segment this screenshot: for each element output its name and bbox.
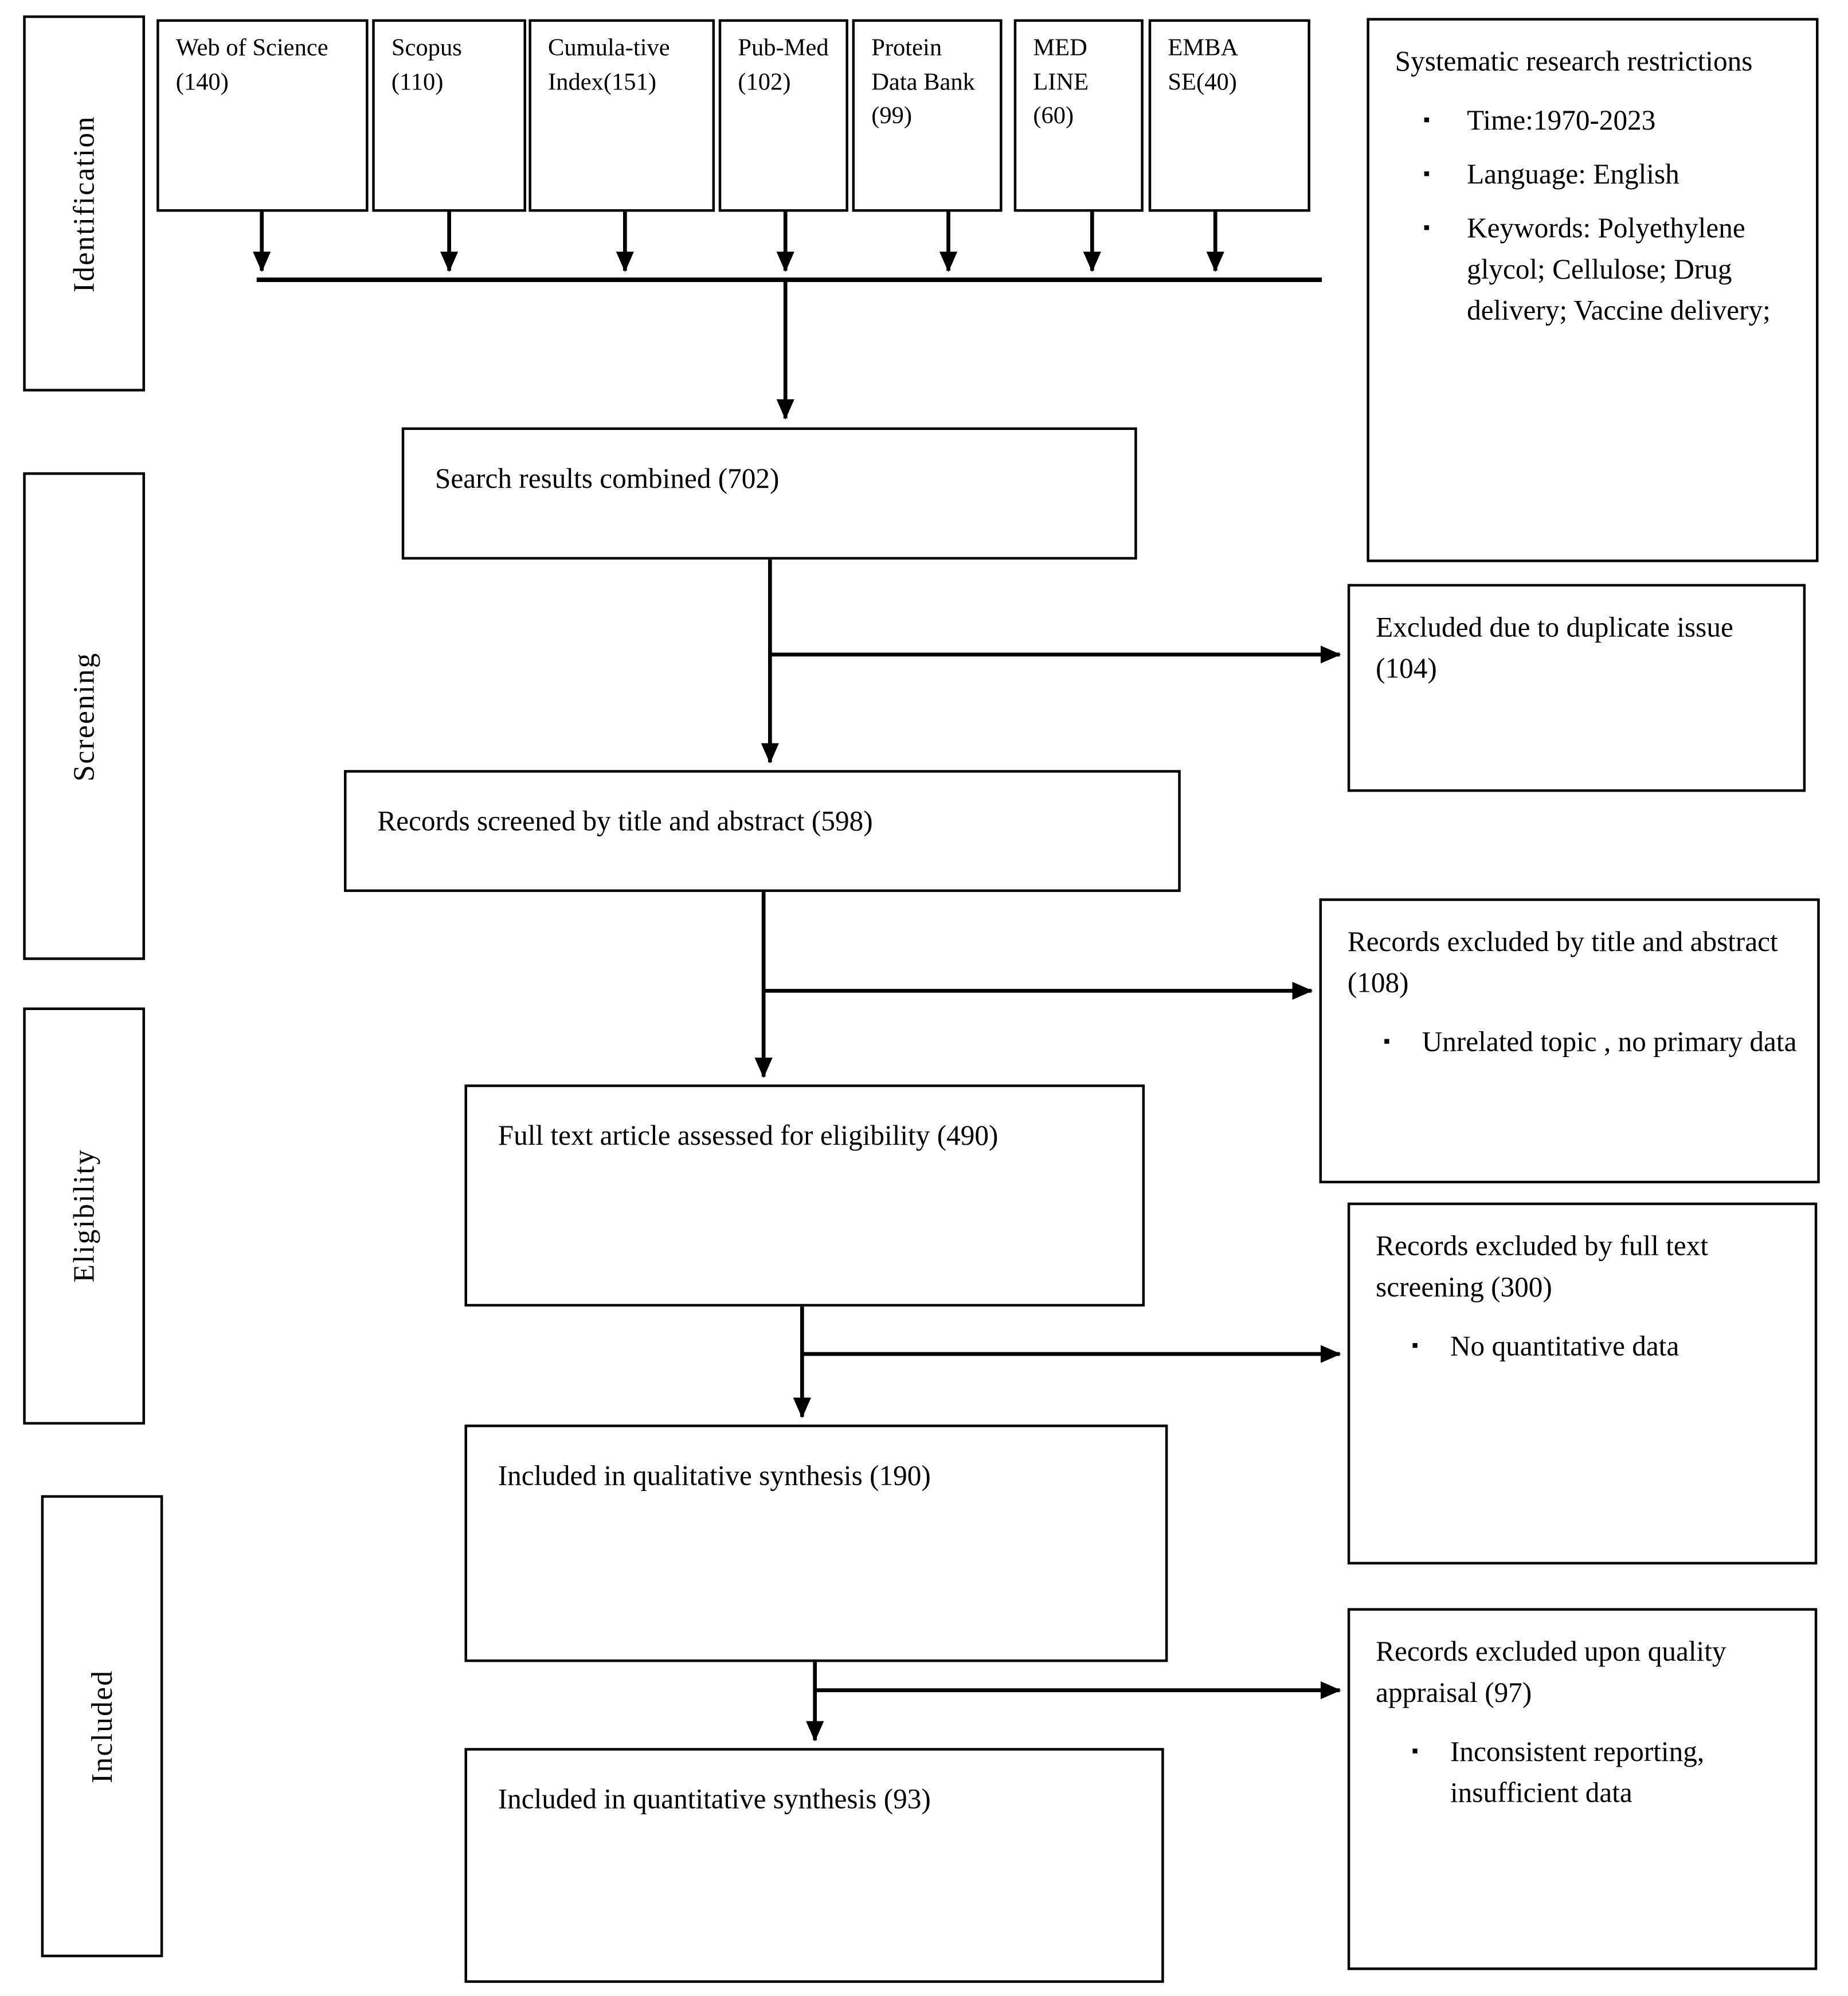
flow-box-search-results-combined	[402, 428, 1137, 560]
source-label: EMBA SE(40)	[1168, 34, 1237, 96]
stage-label: Included	[85, 1669, 118, 1783]
restriction-text: Keywords: Polyethylene glycol; Cellulose; Drug delivery; Vaccine delivery;	[1467, 212, 1771, 326]
flow-label: Search results combined (702)	[434, 462, 780, 494]
restrictions-box	[1367, 18, 1818, 562]
stage-label: Eligibility	[67, 1149, 100, 1283]
restriction-text: Language: English	[1467, 158, 1679, 190]
restrictions-list	[1395, 100, 1796, 330]
stage-included	[41, 1495, 163, 1957]
flow-label: Records screened by title and abstract (598)	[377, 804, 873, 837]
source-label: Scopus (110)	[391, 34, 462, 96]
exclusion-title: Records excluded by title and abstract (108)	[1347, 925, 1778, 999]
source-box-cumulative-index	[528, 19, 715, 212]
restriction-text: Time:1970-2023	[1467, 104, 1656, 136]
restriction-item	[1395, 100, 1796, 141]
flow-box-qualitative-synthesis	[464, 1424, 1168, 1662]
stage-identification	[23, 15, 145, 392]
exclusion-reason-text: No quantitative data	[1450, 1329, 1679, 1361]
exclusion-box-title-abstract	[1320, 898, 1820, 1183]
exclusion-box-full-text	[1348, 1203, 1817, 1564]
restriction-item	[1395, 208, 1796, 330]
exclusion-title: Excluded due to duplicate issue (104)	[1376, 610, 1733, 684]
exclusion-reason-text: Unrelated topic , no primary data	[1422, 1025, 1797, 1058]
square-bullet-icon: ▪	[1411, 1336, 1419, 1357]
source-box-scopus	[372, 19, 526, 212]
exclusion-box-quality-appraisal	[1348, 1608, 1817, 1970]
flow-box-records-screened	[344, 770, 1181, 892]
source-label: MED LINE (60)	[1033, 34, 1089, 130]
flow-label: Included in qualitative synthesis (190)	[498, 1459, 931, 1492]
exclusion-box-duplicates	[1348, 584, 1806, 792]
exclusion-reason	[1376, 1731, 1794, 1813]
restrictions-title: Systematic research restrictions	[1395, 45, 1753, 77]
stage-screening	[23, 472, 145, 960]
source-box-pubmed	[719, 19, 848, 212]
restriction-item	[1395, 154, 1796, 195]
source-label: Pub-Med (102)	[738, 34, 829, 96]
source-label: Web of Science (140)	[175, 34, 328, 96]
square-bullet-icon: ▪	[1423, 110, 1430, 131]
square-bullet-icon: ▪	[1383, 1031, 1391, 1052]
flow-label: Full text article assessed for eligibility (490)	[498, 1119, 999, 1152]
exclusion-reason-text: Inconsistent reporting, insufficient data	[1450, 1735, 1705, 1808]
exclusion-reason	[1376, 1325, 1794, 1367]
flow-box-quantitative-synthesis	[464, 1748, 1164, 1983]
exclusion-title: Records excluded by full text screening (300)	[1376, 1229, 1709, 1303]
flow-box-full-text-assessed	[464, 1085, 1145, 1306]
stage-label: Screening	[67, 651, 100, 781]
flow-label: Included in quantitative synthesis (93)	[498, 1782, 931, 1815]
exclusion-reason	[1348, 1022, 1797, 1063]
square-bullet-icon: ▪	[1411, 1741, 1419, 1762]
source-label: Protein Data Bank (99)	[871, 34, 975, 130]
source-box-medline	[1014, 19, 1144, 212]
square-bullet-icon: ▪	[1423, 218, 1430, 239]
stage-label: Identification	[67, 115, 100, 292]
exclusion-title: Records excluded upon quality appraisal (97)	[1376, 1635, 1726, 1708]
square-bullet-icon: ▪	[1423, 164, 1430, 185]
stage-eligibility	[23, 1008, 145, 1425]
source-box-protein-data-bank	[852, 19, 1003, 212]
source-box-web-of-science	[156, 19, 368, 212]
source-box-embase	[1149, 19, 1310, 212]
source-label: Cumula-tive Index(151)	[548, 34, 670, 96]
